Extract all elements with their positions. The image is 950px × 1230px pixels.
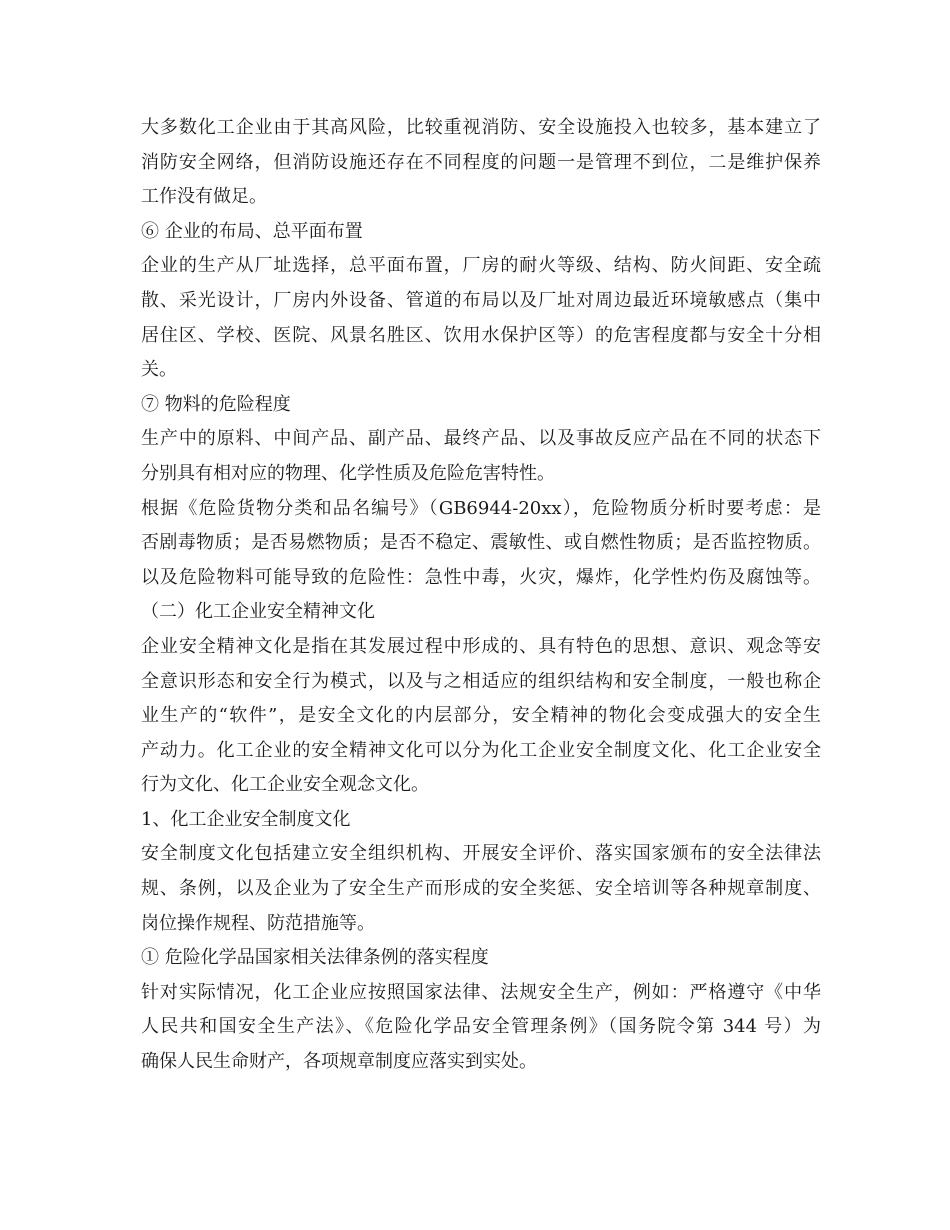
text-line: 关。 (141, 359, 177, 381)
text-line: 分别具有相对应的物理、化学性质及危险危害特性。 (141, 462, 555, 484)
text-line: 居住区、学校、医院、风景名胜区、饮用水保护区等）的危害程度都与安全十分相 (141, 324, 821, 346)
text-line: 安全制度文化包括建立安全组织机构、开展安全评价、落实国家颁布的安全法律法 (141, 843, 821, 865)
text-line: 以及危险物料可能导致的危险性：急性中毒，火灾，爆炸，化学性灼伤及腐蚀等。 (141, 566, 821, 588)
text-line: 全意识形态和安全行为模式，以及与之相适应的组织结构和安全制度，一般也称企 (141, 670, 821, 692)
text-line: 大多数化工企业由于其高风险，比较重视消防、安全设施投入也较多，基本建立了 (141, 117, 821, 138)
text-line: ⑦ 物料的危险程度 (141, 393, 291, 415)
text-line: 确保人民生命财产，各项规章制度应落实到实处。 (141, 1051, 537, 1073)
text-line: 产动力。化工企业的安全精神文化可以分为化工企业安全制度文化、化工企业安全 (141, 739, 821, 761)
text-line: 业生产的“软件”，是安全文化的内层部分，安全精神的物化会变成强大的安全生 (141, 705, 821, 727)
text-line: 岗位操作规程、防范措施等。 (141, 912, 375, 934)
text-line: （二）化工企业安全精神文化 (141, 601, 375, 623)
text-line: 工作没有做足。 (141, 186, 267, 208)
text-line: 行为文化、化工企业安全观念文化。 (141, 774, 429, 796)
text-line: ① 危险化学品国家相关法律条例的落实程度 (141, 947, 489, 969)
document-body (141, 111, 821, 1080)
text-line: 否剧毒物质；是否易燃物质；是否不稳定、震敏性、或自燃性物质；是否监控物质。 (141, 532, 821, 554)
text-line: 根据《危险货物分类和品名编号》（GB6944-20xx），危险物质分析时要考虑：是 (141, 497, 821, 519)
text-line: 规、条例，以及企业为了安全生产而形成的安全奖惩、安全培训等各种规章制度、 (141, 878, 821, 900)
text-line: 散、采光设计，厂房内外设备、管道的布局以及厂址对周边最近环境敏感点（集中 (141, 289, 821, 311)
text-line: 1、化工企业安全制度文化 (141, 808, 351, 830)
text-line: 生产中的原料、中间产品、副产品、最终产品、以及事故反应产品在不同的状态下 (141, 428, 821, 450)
text-line: 企业的生产从厂址选择，总平面布置，厂房的耐火等级、结构、防火间距、安全疏 (141, 255, 821, 277)
text-line: ⑥ 企业的布局、总平面布置 (141, 220, 363, 242)
text-line: 人民共和国安全生产法》、《危险化学品安全管理条例》（国务院令第 344 号）为 (141, 1016, 821, 1038)
text-line: 企业安全精神文化是指在其发展过程中形成的、具有特色的思想、意识、观念等安 (141, 635, 821, 657)
text-line: 针对实际情况，化工企业应按照国家法律、法规安全生产，例如：严格遵守《中华 (141, 981, 821, 1003)
text-line: 消防安全网络，但消防设施还存在不同程度的问题一是管理不到位，二是维护保养 (141, 151, 821, 173)
